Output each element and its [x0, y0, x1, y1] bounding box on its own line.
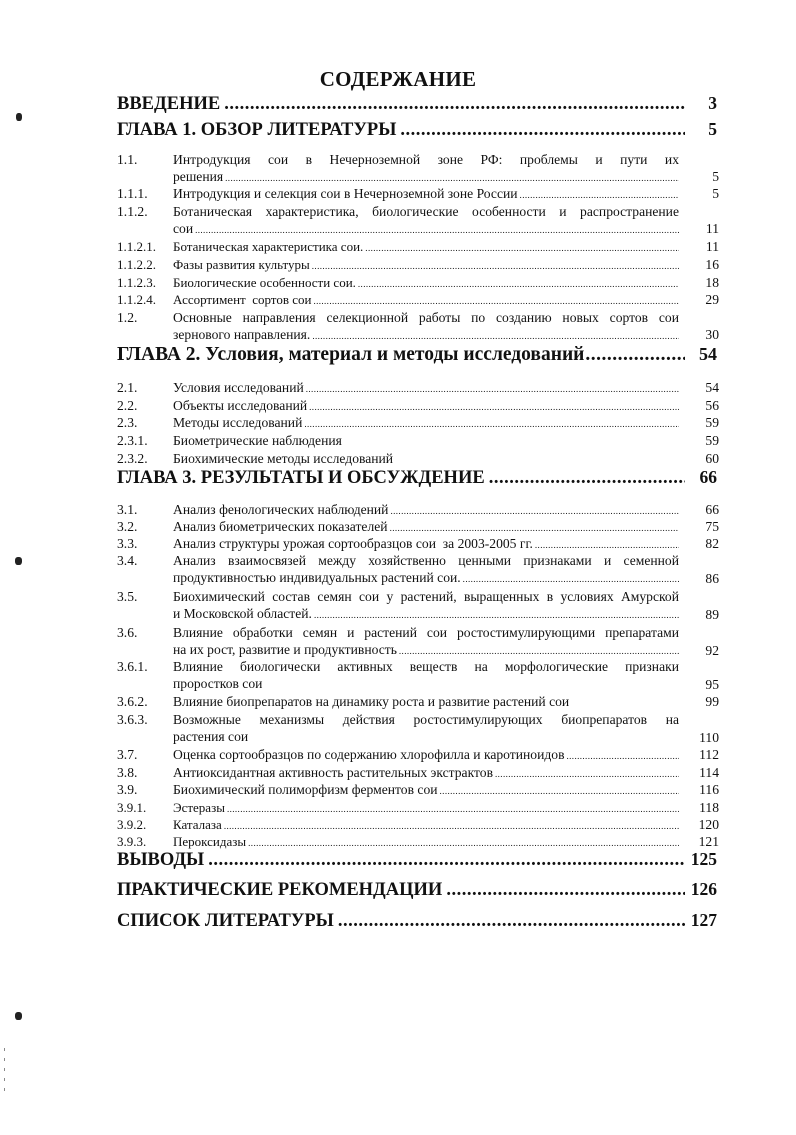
scan-speck [4, 1068, 5, 1071]
toc-entry-2-3[interactable] [117, 414, 719, 431]
leader-dots [338, 911, 685, 932]
leader-dots [224, 94, 685, 115]
page-title: СОДЕРЖАНИЕ [319, 67, 477, 91]
section-title-line: Анализ взаимосвязей между хозяйственно ценными признаками и семенной [173, 553, 679, 568]
toc-page-number: 66 [705, 502, 719, 517]
toc-entry-chapter-3[interactable] [117, 467, 717, 489]
toc-page-number: 11 [705, 239, 719, 254]
toc-entry-title: ВВЕДЕНИЕ [117, 94, 221, 114]
section-title-line: Эстеразы [173, 800, 225, 815]
toc-page-number: 116 [699, 782, 719, 797]
leader-dots [208, 850, 685, 871]
toc-page-number: 127 [690, 910, 717, 930]
leader-dots [567, 748, 680, 765]
toc-page-number: 54 [705, 380, 719, 395]
leader-dots [520, 187, 679, 204]
toc-page-number: 59 [705, 415, 719, 430]
toc-entry-title: ГЛАВА 2. Условия, материал и методы исследований [117, 344, 585, 365]
section-title-line: Влияние обработки семян и растений сои ростостимулирующими препаратами [173, 625, 679, 640]
section-number: 3.6.3. [117, 712, 148, 727]
toc-page-number: 75 [705, 519, 719, 534]
section-number: 3.4. [117, 553, 138, 568]
toc-page-number: 11 [705, 221, 719, 236]
toc-entry-title: ГЛАВА 1. ОБЗОР ЛИТЕРАТУРЫ [117, 120, 397, 140]
toc-entry-recommendations[interactable] [117, 879, 717, 901]
toc-entry-title: СПИСОК ЛИТЕРАТУРЫ [117, 911, 334, 931]
leader-dots [314, 607, 679, 624]
toc-entry-3-6-3[interactable] [117, 711, 719, 745]
toc-entry-3-2[interactable] [117, 518, 719, 535]
toc-entry-3-6[interactable] [117, 624, 719, 658]
toc-entry-3-3[interactable] [117, 535, 719, 552]
toc-entry-3-4[interactable] [117, 552, 719, 586]
section-title-line: зернового направления. [173, 327, 311, 342]
toc-entry-1-2[interactable] [117, 309, 719, 343]
leader-dots [446, 880, 685, 901]
scan-speck [4, 1078, 5, 1081]
toc-entry-1-1-2-3[interactable] [117, 274, 719, 291]
toc-page-number: 56 [705, 398, 719, 413]
section-title-line: Ассортимент сортов сои [173, 292, 312, 307]
section-title-line: решения [173, 169, 224, 184]
toc-page-number: 86 [705, 571, 719, 586]
toc-entry-3-9-1[interactable] [117, 799, 719, 816]
toc-page-number: 60 [705, 451, 719, 466]
leader-dots [489, 468, 685, 489]
toc-entry-1-1-2-4[interactable] [117, 291, 719, 308]
toc-entry-3-9-2[interactable] [117, 816, 719, 833]
leader-dots [463, 571, 679, 588]
toc-entry-3-9[interactable] [117, 781, 719, 798]
leader-dots [306, 381, 679, 398]
section-number: 2.3.1. [117, 433, 148, 448]
toc-page-number: 82 [705, 536, 719, 551]
section-number: 3.6. [117, 625, 138, 640]
toc-page-number: 95 [705, 677, 719, 692]
section-number: 1.1.2. [117, 204, 148, 219]
section-number: 3.9.2. [117, 817, 147, 832]
toc-page-number: 120 [698, 817, 719, 832]
section-title-line: Анализ биометрических показателей [173, 519, 388, 534]
section-title-line: Возможные механизмы действия ростостимулирующих биопрепаратов на [173, 712, 679, 727]
toc-page-number: 66 [699, 467, 717, 487]
section-title-line: на их рост, развитие и продуктивность [173, 642, 397, 657]
section-number: 3.3. [117, 536, 138, 551]
section-title-line: Пероксидазы [173, 834, 247, 849]
section-number: 2.3. [117, 415, 138, 430]
toc-page-number: 92 [705, 643, 719, 658]
leader-dots [312, 258, 679, 275]
toc-entry-3-5[interactable] [117, 588, 719, 622]
scan-speck [4, 1048, 5, 1051]
toc-entry-1-1-2[interactable] [117, 203, 719, 237]
binder-hole-mark [15, 1012, 22, 1020]
section-number: 2.2. [117, 398, 138, 413]
toc-entry-3-6-2[interactable] [117, 693, 719, 710]
section-title-line: проростков сои [173, 676, 263, 691]
toc-page-number: 121 [698, 834, 719, 849]
section-number: 3.5. [117, 589, 138, 604]
leader-dots [312, 328, 679, 345]
section-number: 1.1.2.1. [117, 239, 156, 254]
toc-entry-3-6-1[interactable] [117, 658, 719, 692]
section-number: 3.2. [117, 519, 138, 534]
toc-entry-2-1[interactable] [117, 379, 719, 396]
leader-dots [440, 783, 679, 800]
section-title-line: и Московской областей. [173, 606, 312, 621]
section-title-line: Биометрические наблюдения [173, 433, 342, 448]
section-title-line: Основные направления селекционной работы по созданию новых сортов сои [173, 310, 679, 325]
toc-entry-1-1-1[interactable] [117, 185, 719, 202]
toc-entry-chapter-2[interactable] [117, 344, 717, 366]
toc-page-number: 3 [708, 93, 717, 113]
leader-dots [365, 240, 679, 257]
toc-entry-title: ВЫВОДЫ [117, 850, 205, 870]
toc-page-number: 5 [712, 169, 719, 184]
toc-page-number: 112 [699, 747, 719, 762]
toc-entry-3-1[interactable] [117, 501, 719, 518]
section-number: 3.9. [117, 782, 138, 797]
section-number: 1.2. [117, 310, 138, 325]
toc-entry-1-1-2-1[interactable] [117, 238, 719, 255]
section-number: 3.8. [117, 765, 138, 780]
section-number: 3.1. [117, 502, 138, 517]
toc-page-number: 54 [699, 344, 717, 364]
section-number: 3.6.2. [117, 694, 148, 709]
section-title-line: Объекты исследований [173, 398, 308, 413]
toc-entry-3-8[interactable] [117, 764, 719, 781]
toc-entry-chapter-1[interactable] [117, 119, 717, 141]
section-number: 2.3.2. [117, 451, 148, 466]
section-number: 3.9.1. [117, 800, 147, 815]
section-title-line: Фазы развития культуры [173, 257, 310, 272]
toc-entry-introduction[interactable] [117, 93, 717, 115]
toc-entry-3-9-3[interactable] [117, 833, 719, 850]
toc-page-number: 30 [705, 327, 719, 342]
section-title-line: Влияние биопрепаратов на динамику роста и развитие растений сои [173, 694, 570, 709]
section-number: 1.1.2.3. [117, 275, 156, 290]
section-title-line: Ботаническая характеристика сои. [173, 239, 364, 254]
section-title-line: сои [173, 221, 194, 236]
section-title-line: Биохимические методы исследований [173, 451, 394, 466]
section-title-line: Анализ фенологических наблюдений [173, 502, 389, 517]
toc-page-number: 29 [705, 292, 719, 307]
section-number: 3.7. [117, 747, 138, 762]
toc-page-number: 125 [690, 849, 717, 869]
binder-hole-mark [15, 557, 22, 565]
section-number: 3.9.3. [117, 834, 147, 849]
toc-page-number: 5 [712, 186, 719, 201]
toc-entry-2-3-1[interactable] [117, 432, 719, 449]
section-number: 3.6.1. [117, 659, 148, 674]
section-title-line: Ботаническая характеристика, биологические особенности и распространение [173, 204, 679, 219]
toc-entry-1-1[interactable] [117, 151, 719, 185]
leader-dots [195, 222, 679, 239]
toc-entry-1-1-2-2[interactable] [117, 256, 719, 273]
section-title-line: Анализ структуры урожая сортообразцов сои за 2003-2005 гг. [173, 536, 533, 551]
section-title-line: Влияние биологически активных веществ на морфологические признаки [173, 659, 679, 674]
section-title-line: Условия исследований [173, 380, 304, 395]
section-title-line: Биохимический состав семян сои у растений, выращенных в условиях Амурской [173, 589, 679, 604]
section-number: 2.1. [117, 380, 138, 395]
section-number: 1.1. [117, 152, 138, 167]
toc-entry-references[interactable] [117, 910, 717, 932]
toc-page-number: 5 [708, 119, 717, 139]
scan-speck [4, 1088, 5, 1091]
toc-page-number: 118 [699, 800, 719, 815]
toc-page-number: 89 [705, 607, 719, 622]
section-title-line: продуктивностью индивидуальных растений сои. [173, 570, 461, 585]
section-number: 1.1.2.4. [117, 292, 156, 307]
binder-hole-mark [16, 113, 22, 121]
leader-dots [313, 293, 679, 310]
leader-dots [304, 416, 679, 433]
toc-page-number: 114 [699, 765, 719, 780]
toc-page-number: 110 [699, 730, 719, 745]
toc-entry-title: ГЛАВА 3. РЕЗУЛЬТАТЫ И ОБСУЖДЕНИЕ [117, 468, 485, 488]
toc-page-number: 126 [690, 879, 717, 899]
toc-entry-title: ПРАКТИЧЕСКИЕ РЕКОМЕНДАЦИИ [117, 880, 443, 900]
toc-page-number: 59 [705, 433, 719, 448]
section-title-line: Каталаза [173, 817, 222, 832]
toc-page-number: 18 [705, 275, 719, 290]
section-title-line: Антиоксидантная активность растительных экстрактов [173, 765, 493, 780]
section-title-line: Интродукция сои в Нечерноземной зоне РФ: проблемы и пути их [173, 152, 679, 167]
section-number: 1.1.2.2. [117, 257, 156, 272]
toc-entry-2-3-2[interactable] [117, 450, 719, 467]
leader-dots [400, 120, 685, 141]
scan-speck [4, 1058, 5, 1061]
section-title-line: растения сои [173, 729, 249, 744]
leader-dots [585, 344, 685, 366]
section-title-line: Методы исследований [173, 415, 303, 430]
section-number: 1.1.1. [117, 186, 148, 201]
toc-entry-3-7[interactable] [117, 746, 719, 763]
toc-page-number: 99 [705, 694, 719, 709]
section-title-line: Биологические особенности сои. [173, 275, 356, 290]
section-title-line: Интродукция и селекция сои в Нечерноземной зоне России [173, 186, 518, 201]
toc-page-number: 16 [705, 257, 719, 272]
toc-entry-2-2[interactable] [117, 397, 719, 414]
section-title-line: Биохимический полиморфизм ферментов сои [173, 782, 438, 797]
section-title-line: Оценка сортообразцов по содержанию хлорофилла и каротиноидов [173, 747, 565, 762]
toc-entry-conclusions[interactable] [117, 849, 717, 871]
